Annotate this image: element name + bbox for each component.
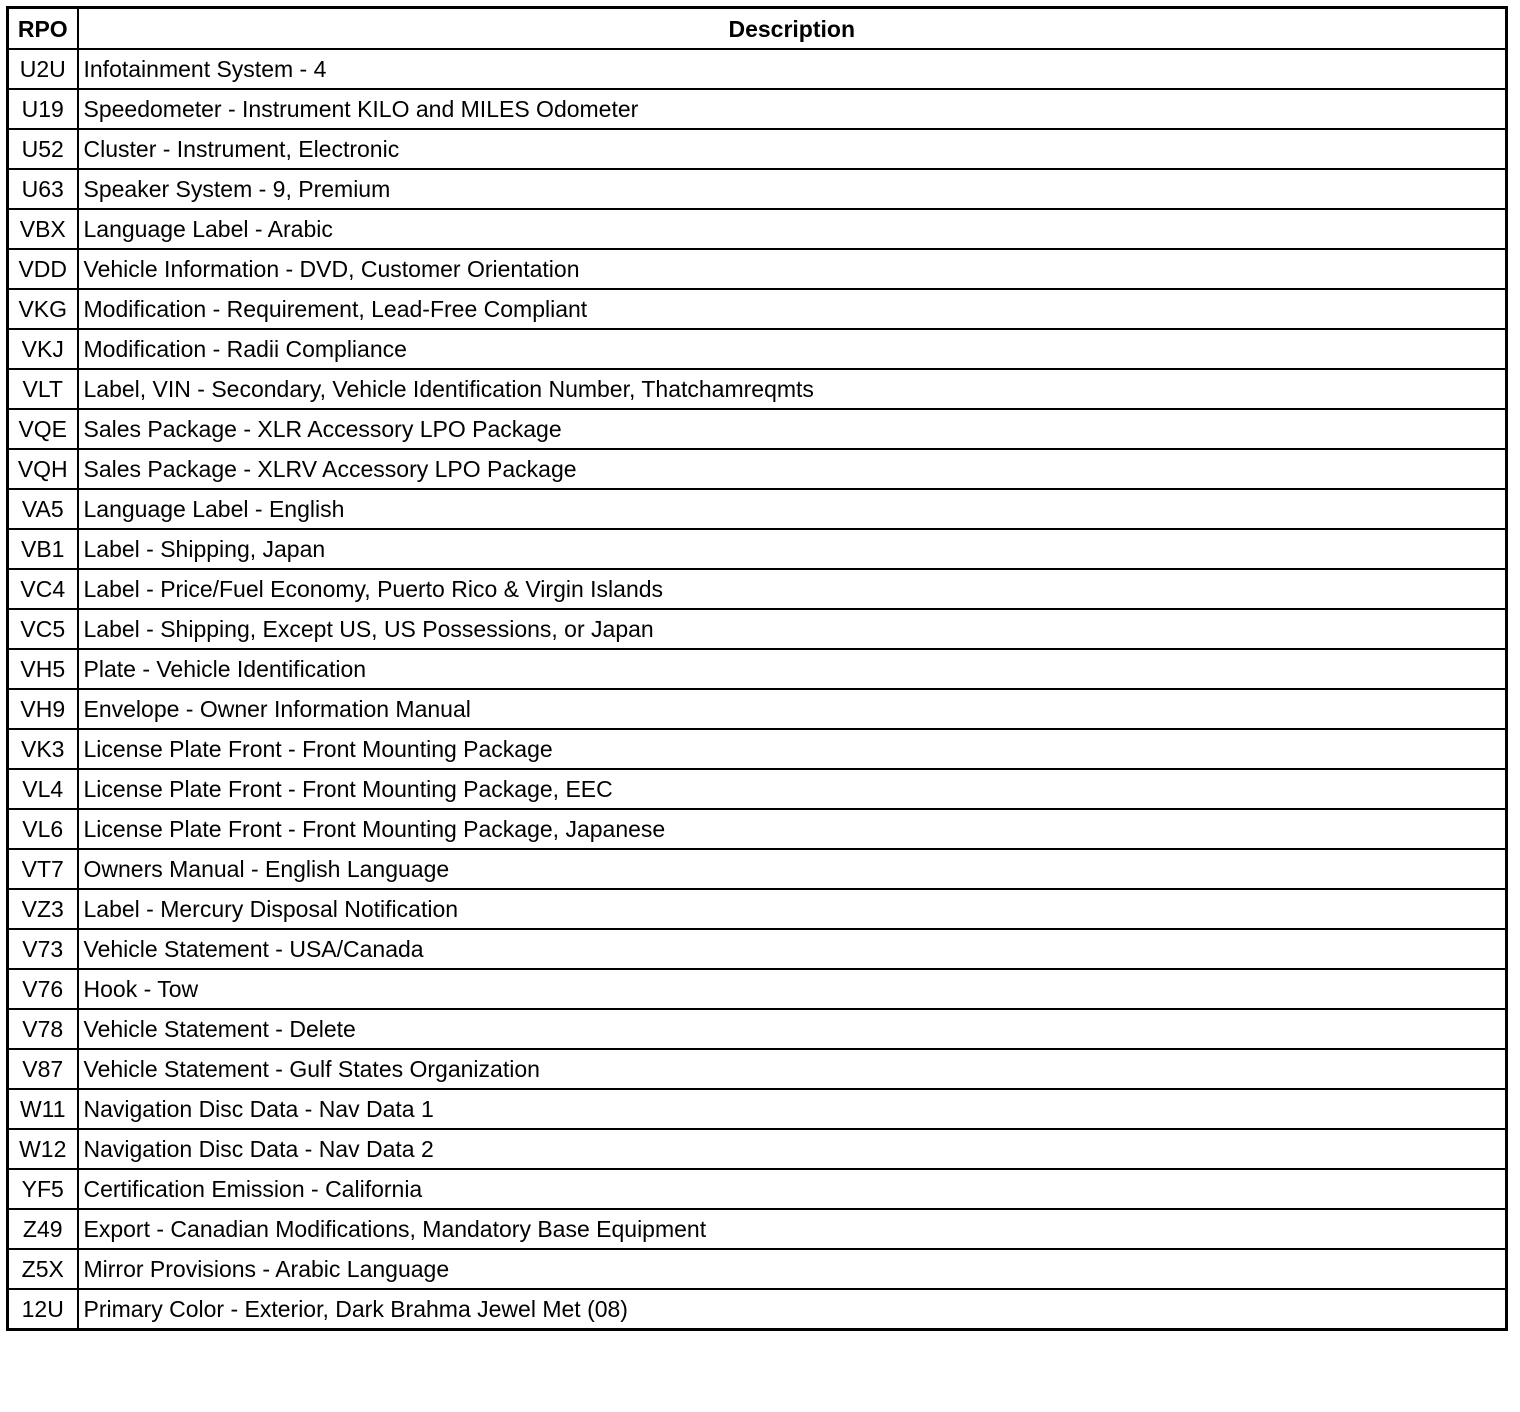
description-cell: Vehicle Statement - USA/Canada [78, 929, 1507, 969]
description-cell: Mirror Provisions - Arabic Language [78, 1249, 1507, 1289]
table-row [8, 969, 1507, 1009]
rpo-code-cell: VL4 [8, 769, 78, 809]
rpo-code-cell: Z5X [8, 1249, 78, 1289]
rpo-code-cell: W11 [8, 1089, 78, 1129]
description-cell: Sales Package - XLRV Accessory LPO Package [78, 449, 1507, 489]
table-row [8, 649, 1507, 689]
rpo-code-cell: VH9 [8, 689, 78, 729]
description-cell: Envelope - Owner Information Manual [78, 689, 1507, 729]
rpo-code-cell: VB1 [8, 529, 78, 569]
description-cell: Certification Emission - California [78, 1169, 1507, 1209]
description-cell: Plate - Vehicle Identification [78, 649, 1507, 689]
rpo-code-cell: VA5 [8, 489, 78, 529]
table-header [8, 8, 1507, 50]
rpo-code-cell: U2U [8, 49, 78, 89]
description-cell: Navigation Disc Data - Nav Data 1 [78, 1089, 1507, 1129]
header-row [8, 8, 1507, 50]
rpo-code-cell: V73 [8, 929, 78, 969]
description-cell: Label - Shipping, Japan [78, 529, 1507, 569]
rpo-code-cell: VH5 [8, 649, 78, 689]
rpo-code-cell: 12U [8, 1289, 78, 1330]
table-row [8, 689, 1507, 729]
description-cell: Cluster - Instrument, Electronic [78, 129, 1507, 169]
rpo-code-cell: VL6 [8, 809, 78, 849]
table-row [8, 129, 1507, 169]
description-cell: Sales Package - XLR Accessory LPO Package [78, 409, 1507, 449]
table-row [8, 1209, 1507, 1249]
column-header-description: Description [78, 8, 1507, 50]
rpo-code-cell: VQE [8, 409, 78, 449]
table-row [8, 209, 1507, 249]
rpo-code-cell: U52 [8, 129, 78, 169]
rpo-code-cell: VDD [8, 249, 78, 289]
description-cell: Owners Manual - English Language [78, 849, 1507, 889]
description-cell: Navigation Disc Data - Nav Data 2 [78, 1129, 1507, 1169]
table-row [8, 609, 1507, 649]
table-row [8, 489, 1507, 529]
rpo-code-cell: VKG [8, 289, 78, 329]
description-cell: Vehicle Statement - Delete [78, 1009, 1507, 1049]
description-cell: License Plate Front - Front Mounting Package, Japanese [78, 809, 1507, 849]
table-row [8, 769, 1507, 809]
rpo-code-cell: U63 [8, 169, 78, 209]
table-row [8, 889, 1507, 929]
table-row [8, 89, 1507, 129]
column-header-rpo: RPO [8, 8, 78, 50]
rpo-code-cell: V87 [8, 1049, 78, 1089]
description-cell: Language Label - English [78, 489, 1507, 529]
table-row [8, 809, 1507, 849]
table-row [8, 729, 1507, 769]
description-cell: Vehicle Statement - Gulf States Organization [78, 1049, 1507, 1089]
description-cell: Label - Mercury Disposal Notification [78, 889, 1507, 929]
rpo-code-cell: YF5 [8, 1169, 78, 1209]
table-row [8, 1129, 1507, 1169]
description-cell: Modification - Radii Compliance [78, 329, 1507, 369]
table-row [8, 529, 1507, 569]
description-cell: Hook - Tow [78, 969, 1507, 1009]
table-row [8, 1049, 1507, 1089]
rpo-code-cell: VC5 [8, 609, 78, 649]
description-cell: Speaker System - 9, Premium [78, 169, 1507, 209]
table-row [8, 569, 1507, 609]
table-row [8, 1169, 1507, 1209]
table-row [8, 49, 1507, 89]
rpo-code-cell: W12 [8, 1129, 78, 1169]
description-cell: License Plate Front - Front Mounting Package, EEC [78, 769, 1507, 809]
rpo-code-cell: V76 [8, 969, 78, 1009]
rpo-code-cell: VKJ [8, 329, 78, 369]
description-cell: Label, VIN - Secondary, Vehicle Identification Number, Thatchamreqmts [78, 369, 1507, 409]
description-cell: License Plate Front - Front Mounting Package [78, 729, 1507, 769]
table-row [8, 1289, 1507, 1330]
description-cell: Speedometer - Instrument KILO and MILES Odometer [78, 89, 1507, 129]
rpo-table [6, 6, 1508, 1331]
table-row [8, 289, 1507, 329]
table-row [8, 249, 1507, 289]
rpo-code-cell: VQH [8, 449, 78, 489]
rpo-code-cell: VC4 [8, 569, 78, 609]
description-cell: Modification - Requirement, Lead-Free Compliant [78, 289, 1507, 329]
description-cell: Label - Shipping, Except US, US Possessions, or Japan [78, 609, 1507, 649]
description-cell: Label - Price/Fuel Economy, Puerto Rico & Virgin Islands [78, 569, 1507, 609]
table-row [8, 369, 1507, 409]
rpo-code-cell: VLT [8, 369, 78, 409]
table-row [8, 849, 1507, 889]
description-cell: Language Label - Arabic [78, 209, 1507, 249]
description-cell: Export - Canadian Modifications, Mandatory Base Equipment [78, 1209, 1507, 1249]
table-row [8, 1249, 1507, 1289]
table-row [8, 169, 1507, 209]
table-row [8, 449, 1507, 489]
rpo-code-cell: VT7 [8, 849, 78, 889]
rpo-code-cell: VK3 [8, 729, 78, 769]
rpo-code-cell: VBX [8, 209, 78, 249]
description-cell: Primary Color - Exterior, Dark Brahma Jewel Met (08) [78, 1289, 1507, 1330]
rpo-code-cell: VZ3 [8, 889, 78, 929]
table-row [8, 1009, 1507, 1049]
rpo-code-cell: U19 [8, 89, 78, 129]
table-row [8, 409, 1507, 449]
table-row [8, 929, 1507, 969]
table-body [8, 49, 1507, 1330]
description-cell: Vehicle Information - DVD, Customer Orientation [78, 249, 1507, 289]
rpo-code-cell: Z49 [8, 1209, 78, 1249]
table-row [8, 329, 1507, 369]
table-row [8, 1089, 1507, 1129]
description-cell: Infotainment System - 4 [78, 49, 1507, 89]
rpo-code-cell: V78 [8, 1009, 78, 1049]
